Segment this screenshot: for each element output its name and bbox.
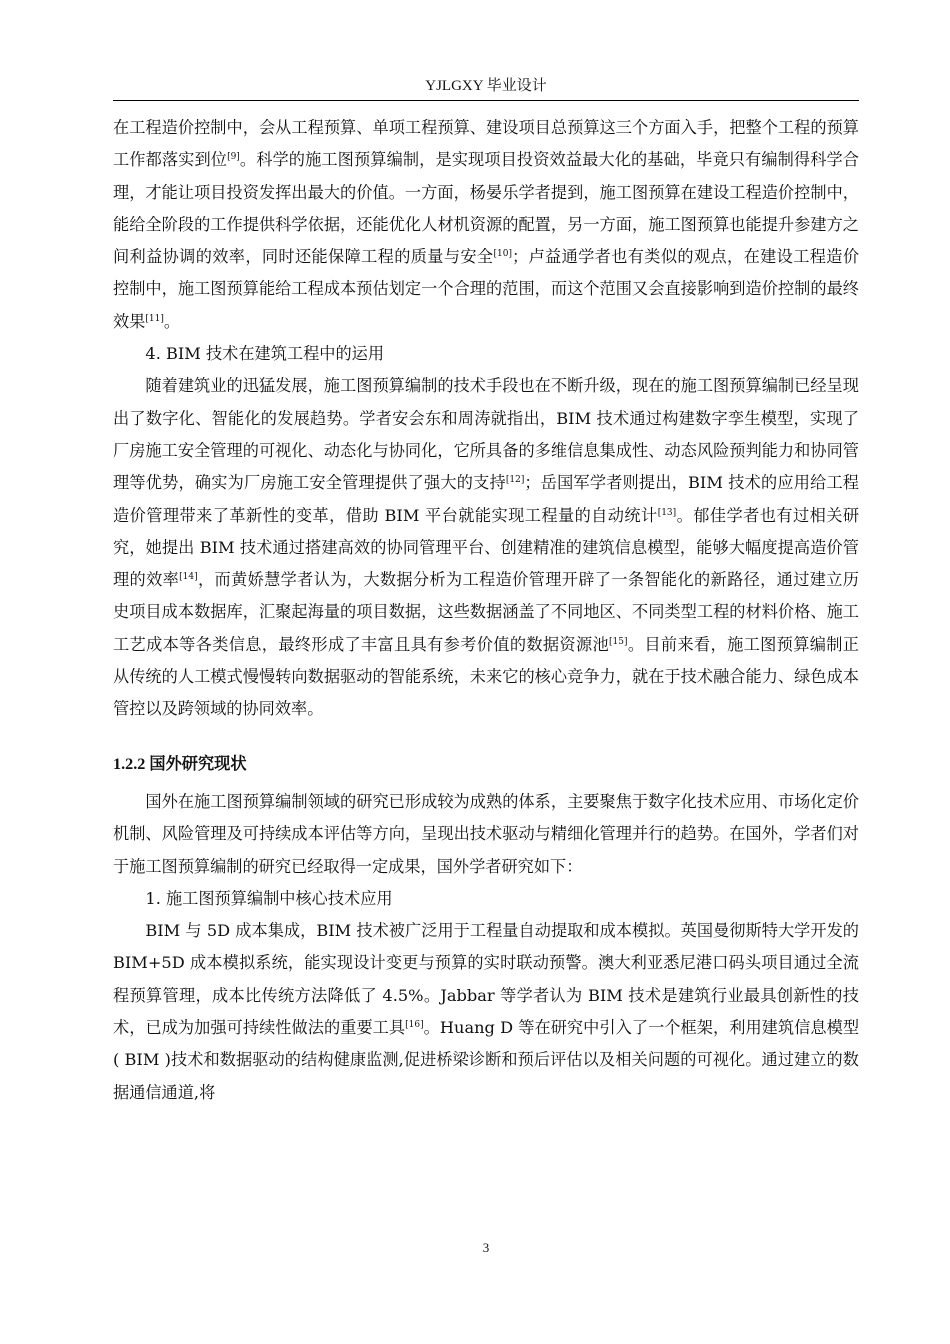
paragraph-text: 随着建筑业的迅猛发展，施工图预算编制的技术手段也在不断升级，现在的施工图预算编制已经呈现出了数字化、智能化的发展趋势。学者安会东和周涛就指出，BIM 技术通过构建数字孪生模型，实现了厂房施工安全管理的可视化、动态化与协同化，它所具备的多维信息集成性、动态风险预判能力和协同管理等优势，确实为厂房施工安全管理提供了强大的支持: [113, 376, 859, 493]
paragraph-bim-5d: [113, 915, 859, 1109]
citation: [12]: [505, 475, 525, 486]
citation: [10]: [493, 249, 512, 260]
paragraph-bim-application: [113, 370, 859, 725]
paragraph-text: 在工程造价控制中，会从工程预算、单项工程预算、建设项目总预算这三个方面入手，把整个工程的预算工作都落实到位: [113, 118, 859, 170]
paragraph-text: 。: [163, 311, 181, 331]
list-heading-core-tech: 1. 施工图预算编制中核心技术应用: [145, 888, 393, 908]
paragraph-text: ；卢益通学者也有类似的观点，在建设工程造价控制中，施工图预算能给工程成本预估划定一个合理的范围，而这个范围又会直接影响到造价控制的最终效果: [113, 247, 860, 331]
citation: [13]: [657, 507, 677, 518]
paragraph-text: BIM 与 5D 成本集成，BIM 技术被广泛用于工程量自动提取和成本模拟。英国曼彻斯特大学开发的 BIM+5D 成本模拟系统，能实现设计变更与预算的实时联动预警。澳大利亚悉尼港口码头项目通过全流程预算管理，成本比传统方法降低了 4.5%。Jabbar 等学者认为 BIM 技术是建筑行业最具创新性的技术，已成为加强可持续性做法的重要工具: [113, 921, 859, 1038]
paragraph-text: 。科学的施工图预算编制，是实现项目投资效益最大化的基础，毕竟只有编制得科学合理，才能让项目投资发挥出最大的价值。一方面，杨晏乐学者提到，施工图预算在建设工程造价控制中，能给全阶段的工作提供科学依据，还能优化人材机资源的配置，另一方面，施工图预算也能提升参建方之间利益协调的效率，同时还能保障工程的质量与安全: [113, 150, 859, 267]
page-number: 3: [482, 1240, 490, 1255]
paragraph-domestic-review: [113, 112, 859, 338]
paragraph-foreign-overview: 国外在施工图预算编制领域的研究已形成较为成熟的体系，主要聚焦于数字化技术应用、市场化定价机制、风险管理及可持续成本评估等方向，呈现出技术驱动与精细化管理并行的趋势。在国外，学者们对于施工图预算编制的研究已经取得一定成果，国外学者研究如下：: [113, 791, 859, 876]
document-body: [113, 112, 859, 1109]
paragraph-text: 。郁佳学者也有过相关研究，她提出 BIM 技术通过搭建高效的协同管理平台、创建精准的建筑信息模型，能够大幅度提高造价管理的效率: [113, 505, 860, 590]
list-heading-bim: 4. BIM 技术在建筑工程中的运用: [145, 344, 385, 364]
page-header: YJLGXY 毕业设计: [425, 78, 547, 94]
header-rule: [113, 100, 859, 101]
paragraph-text: 。目前来看，施工图预算编制正从传统的人工模式慢慢转向数据驱动的智能系统，未来它的核心竞争力，就在于技术融合能力、绿色成本管控以及跨领域的协同效率。: [113, 634, 859, 719]
citation: [11]: [145, 313, 164, 324]
paragraph-text: ；岳国军学者则提出，BIM 技术的应用给工程造价管理带来了革新性的变革，借助 BIM 平台就能实现工程量的自动统计: [113, 473, 859, 525]
citation: [15]: [609, 636, 628, 647]
section-heading-foreign: 1.2.2 国外研究现状: [113, 754, 247, 773]
paragraph-text: ，而黄娇慧学者认为，大数据分析为工程造价管理开辟了一条智能化的新路径，通过建立历史项目成本数据库，汇聚起海量的项目数据，这些数据涵盖了不同地区、不同类型工程的材料价格、施工工艺成本等各类信息，最终形成了丰富且具有参考价值的数据资源池: [113, 570, 859, 654]
citation: [9]: [227, 152, 240, 163]
paragraph-text: 。Huang D 等在研究中引入了一个框架，利用建筑信息模型( BIM )技术和数据驱动的结构健康监测,促进桥梁诊断和预后评估以及相关问题的可视化。通过建立的数据通信通道,将: [113, 1018, 860, 1102]
citation: [14]: [179, 572, 198, 583]
citation: [16]: [405, 1020, 424, 1031]
